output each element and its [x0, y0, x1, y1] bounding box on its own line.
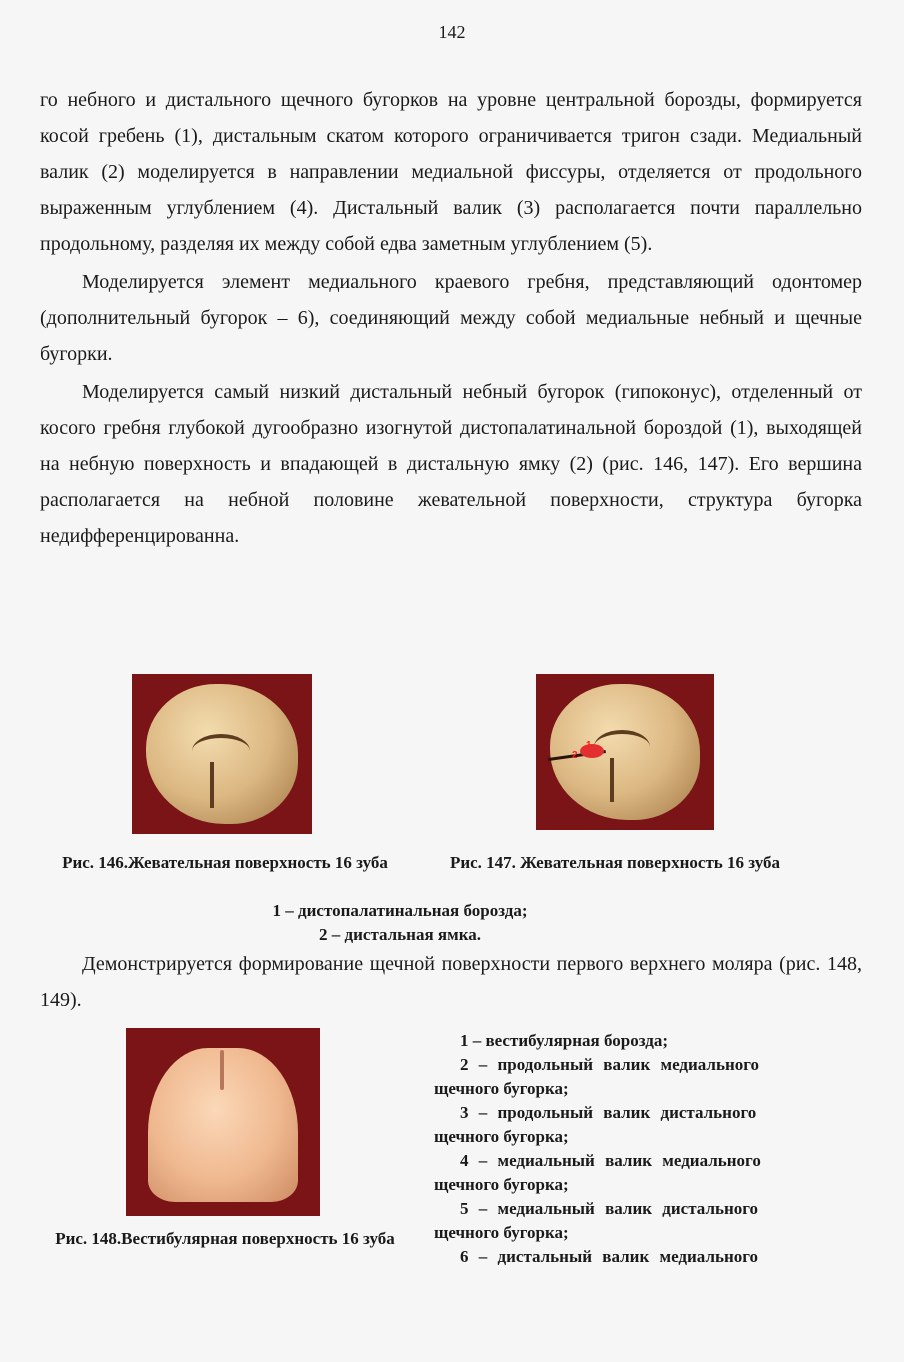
distopalatal-groove-highlight: [580, 744, 604, 758]
paragraph-2: Моделируется элемент медиального краевого гребня, представляющий одонтомер (дополнительный бугорок – 6), соединяющий между собой медиальные небный и щечные бугорки.: [40, 271, 862, 365]
paragraph-1: го небного и дистального щечного бугорков на уровне центральной борозды, формируется косой гребень (1), дистальным скатом которого ограничивается тригон сзади. Медиальный валик (2) моделируется в направлении медиальной фиссуры, отделяется от продольного выраженным углублением (4). Дистальный валик (3) располагается почти параллельно продольному, разделяя их между собой едва заметным углублением (5).: [40, 89, 862, 255]
figure-147-legend-2: 2 – дистальная ямка.: [319, 925, 481, 944]
figure-147-marker-2: 2: [572, 750, 578, 761]
figure-147-legend-1: 1 – дистопалатинальная борозда;: [272, 901, 528, 920]
figure-147-photo: [536, 674, 714, 830]
legend-148-line: щечного бугорка;: [434, 1223, 569, 1242]
page-number: 142: [438, 22, 466, 42]
legend-148-line: 3 – продольный валик дистального: [460, 1103, 757, 1122]
legend-148-line: 2 – продольный валик медиального: [460, 1055, 760, 1074]
paragraph-4: Демонстрируется формирование щечной поверхности первого верхнего моляра (рис. 148, 149).: [40, 953, 862, 1011]
legend-148-line: 4 – медиальный валик медиального: [460, 1151, 761, 1170]
figure-147-caption: Рис. 147. Жевательная поверхность 16 зуба: [449, 853, 781, 872]
legend-148-line: щечного бугорка;: [434, 1127, 569, 1146]
figure-146-photo: [132, 674, 312, 834]
figure-148-photo: [126, 1028, 320, 1216]
figure-146-caption: Рис. 146.Жевательная поверхность 16 зуба: [62, 853, 388, 872]
legend-148-line: щечного бугорка;: [434, 1175, 569, 1194]
figure-148-caption: Рис. 148.Вестибулярная поверхность 16 зуба: [55, 1229, 395, 1248]
legend-148-line: 1 – вестибулярная борозда;: [460, 1031, 669, 1050]
legend-148-line: щечного бугорка;: [434, 1079, 569, 1098]
groove-line: [210, 762, 214, 808]
legend-148-line: 6 – дистальный валик медиального: [460, 1247, 759, 1266]
paragraph-3: Моделируется самый низкий дистальный небный бугорок (гипоконус), отделенный от косого гребня глубокой дугообразно изогнутой дистопалатинальной бороздой (1), выходящей на небную поверхность и впадающей в дистальную ямку (2) (рис. 146, 147). Его вершина располагается на небной половине жевательной поверхности, структура бугорка недифференцированна.: [40, 381, 862, 547]
legend-148-line: 5 – медиальный валик дистального: [460, 1199, 759, 1218]
paragraph-block-top: [40, 82, 862, 554]
paragraph-block-middle: [40, 946, 862, 1018]
vestibular-groove: [220, 1050, 224, 1090]
figure-147-marker-1: 1: [586, 740, 592, 751]
groove-line: [192, 734, 250, 768]
groove-line: [610, 758, 614, 802]
